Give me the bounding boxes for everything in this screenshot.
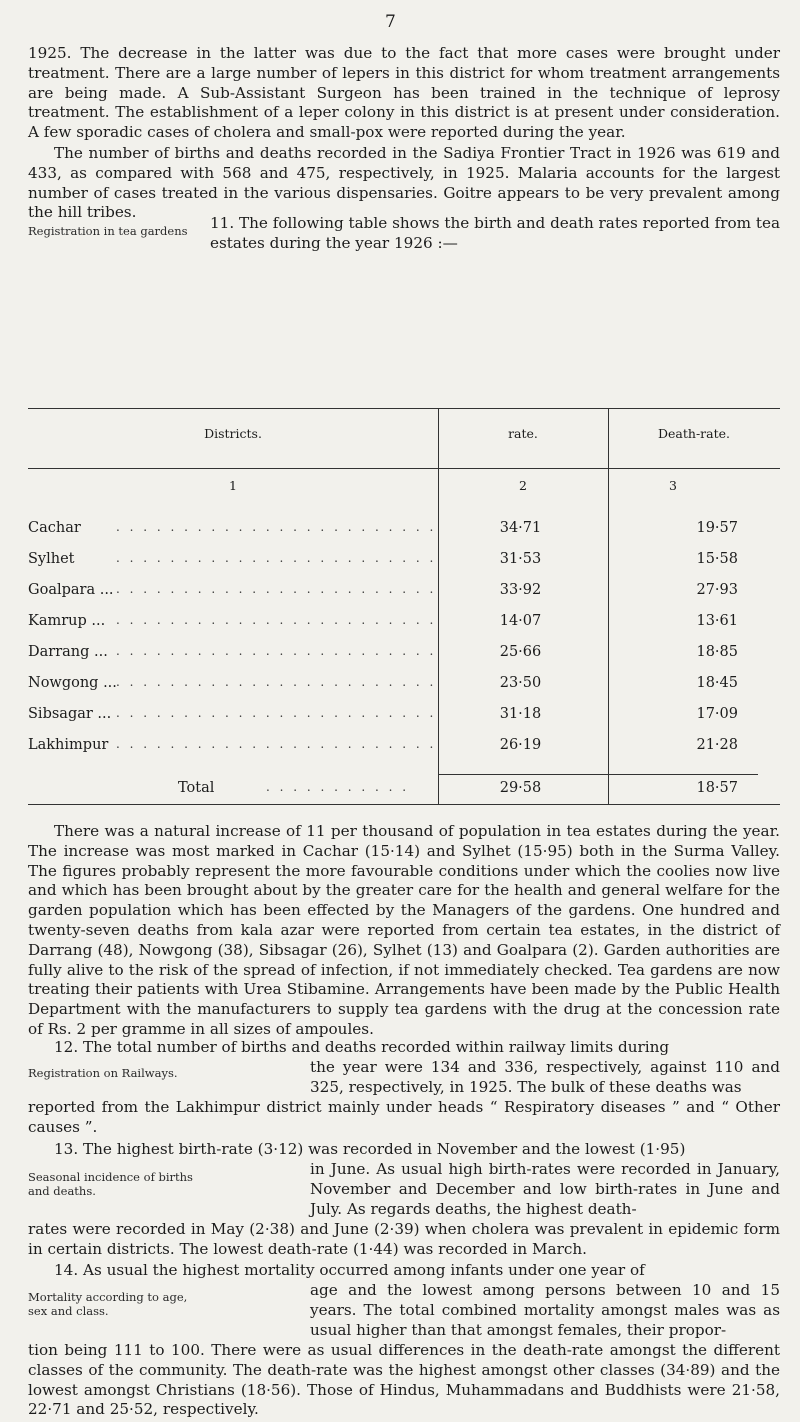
birth-rate: 25·66 <box>499 644 542 660</box>
paragraph-13-first-line: 13. The highest birth-rate (3·12) was recorded in November and the lowest (1·95) <box>54 1140 686 1158</box>
total-label: Total <box>178 780 215 796</box>
side-note-tea-gardens: Registration in tea gardens <box>28 224 188 238</box>
district-name: Lakhimpur <box>28 737 109 753</box>
table-row: Sylhet . . . . . . . . . . . . . . . . . . . . . . . . 31·53 15·58 <box>28 551 738 567</box>
birth-rate: 34·71 <box>499 520 542 536</box>
birth-rate: 26·19 <box>499 737 542 753</box>
table-row: Kamrup ... . . . . . . . . . . . . . . . . . . . . . . . . 14·07 13·61 <box>28 613 738 629</box>
death-rate: 27·93 <box>696 582 738 598</box>
death-rate: 18·45 <box>696 675 738 691</box>
paragraph-14-first-line: 14. As usual the highest mortality occurred among infants under one year of <box>54 1261 645 1279</box>
paragraph-13-wrapped: in June. As usual high birth-rates were recorded in January, November and December and low birth-rates in June and July. As regards deaths, the highest death- <box>310 1160 780 1218</box>
page-number: 7 <box>385 12 396 32</box>
paragraph-12-rest: reported from the Lakhimpur district mainly under heads “ Respiratory diseases ” and “ Other causes ”. <box>28 1098 780 1136</box>
side-note-seasonal: Seasonal incidence of births and deaths. <box>28 1170 193 1198</box>
paragraph-14-wrapped: age and the lowest among persons between 10 and 15 years. The total combined mortality amongst males was as usual higher than that amongst females, their propor- <box>310 1281 780 1339</box>
death-rate: 17·09 <box>696 706 738 722</box>
paragraph-natural-increase: There was a natural increase of 11 per thousand of population in tea estates during the year. The increase was most marked in Cachar (15·14) and Sylhet (15·95) both in the Surma Valley. The figures probably represent the more favourable conditions under which the coolies now live and which has been brought about by the greater care for the health and general welfare for the garden population which has been effected by the Managers of the gardens. One hundred and twenty-seven deaths from kala azar were reported from certain tea estates, in the district of Darrang (48), Nowgong (38), Sibsagar (26), Sylhet (13) and Goalpara (2). Garden authorities are fully alive to the risk of the spread of infection, if not immediately checked. Tea gardens are now treating their patients with Urea Stibamine. Arrangements have been made by the Public Health Department with the manufacturers to supply tea gardens with the drug at the concession rate of Rs. 2 per gramme in all sizes of ampoules. <box>28 822 780 1038</box>
death-rate: 13·61 <box>696 613 738 629</box>
table-row: Lakhimpur . . . . . . . . . . . . . . . . . . . . . . . . 26·19 21·28 <box>28 737 738 753</box>
death-rate: 19·57 <box>696 520 738 536</box>
total-birth-rate: 29·58 <box>499 780 542 796</box>
table-row: Nowgong ... . . . . . . . . . . . . . . . . . . . . . . . . 23·50 18·45 <box>28 675 738 691</box>
table-row: Sibsagar ... . . . . . . . . . . . . . . . . . . . . . . . . 31·18 17·09 <box>28 706 738 722</box>
table-row: Darrang ... . . . . . . . . . . . . . . . . . . . . . . . . 25·66 18·85 <box>28 644 738 660</box>
table-row: Cachar . . . . . . . . . . . . . . . . . . . . . . . . 34·71 19·57 <box>28 520 738 536</box>
birth-rate: 33·92 <box>499 582 542 598</box>
table-total-row: Total . . . . . . . . . . . 29·58 18·57 <box>178 780 738 796</box>
district-name: Nowgong ... <box>28 675 117 691</box>
district-name: Sylhet <box>28 551 75 567</box>
paragraph-sadiya: The number of births and deaths recorded in the Sadiya Frontier Tract in 1926 was 619 and 433, as compared with 568 and 475, respectively, in 1925. Malaria accounts for the largest number of cases treated in the various dispensaries. Goitre appears to be very prevalent among the hill tribes. <box>28 144 780 222</box>
death-rate: 18·85 <box>696 644 738 660</box>
col-number-2: 2 <box>519 478 527 493</box>
side-note-railways: Registration on Railways. <box>28 1066 178 1080</box>
birth-rate: 31·18 <box>499 706 542 722</box>
rates-table <box>28 408 780 806</box>
district-name: Kamrup ... <box>28 613 106 629</box>
header-districts: Districts. <box>204 426 262 441</box>
header-death-rate: Death-rate. <box>658 426 730 441</box>
birth-rate: 31·53 <box>499 551 542 567</box>
district-name: Sibsagar ... <box>28 706 112 722</box>
district-name: Darrang ... <box>28 644 108 660</box>
death-rate: 15·58 <box>696 551 738 567</box>
death-rate: 21·28 <box>696 737 738 753</box>
col-number-1: 1 <box>229 478 237 493</box>
header-birth-rate: rate. <box>508 426 538 441</box>
col-number-3: 3 <box>669 478 677 493</box>
total-death-rate: 18·57 <box>696 780 738 796</box>
paragraph-13-rest: rates were recorded in May (2·38) and June (2·39) when cholera was prevalent in epidemic form in certain districts. The lowest death-rate (1·44) was recorded in March. <box>28 1220 780 1258</box>
paragraph-14-rest: tion being 111 to 100. There were as usual differences in the death-rate amongst the different classes of the community. The death-rate was the highest amongst other classes (34·89) and the lowest amongst Christians (18·56). Those of Hindus, Muhammadans and Buddhists were 21·58, 22·71 and 25·52, respectively. <box>28 1341 780 1419</box>
birth-rate: 14·07 <box>499 613 542 629</box>
paragraph-11: 11. The following table shows the birth and death rates reported from tea estates during the year 1926 :— <box>210 214 780 252</box>
table-row: Goalpara ... . . . . . . . . . . . . . . . . . . . . . . . . 33·92 27·93 <box>28 582 738 598</box>
birth-rate: 23·50 <box>499 675 542 691</box>
paragraph-12-first-line: 12. The total number of births and deaths recorded within railway limits during <box>54 1038 670 1056</box>
district-name: Goalpara ... <box>28 582 114 598</box>
paragraph-12-wrapped: the year were 134 and 336, respectively, against 110 and 325, respectively, in 1925. The bulk of these deaths was <box>310 1058 780 1096</box>
side-note-mortality: Mortality according to age, sex and class. <box>28 1290 188 1318</box>
paragraph-leprosy: 1925. The decrease in the latter was due to the fact that more cases were brought under treatment. There are a large number of lepers in this district for whom treatment arrangements are being made. A Sub-Assistant Surgeon has been trained in the technique of leprosy treatment. The establishment of a leper colony in this district is at present under consideration. A few sporadic cases of cholera and small-pox were reported during the year. <box>28 44 780 142</box>
district-name: Cachar <box>28 520 81 536</box>
